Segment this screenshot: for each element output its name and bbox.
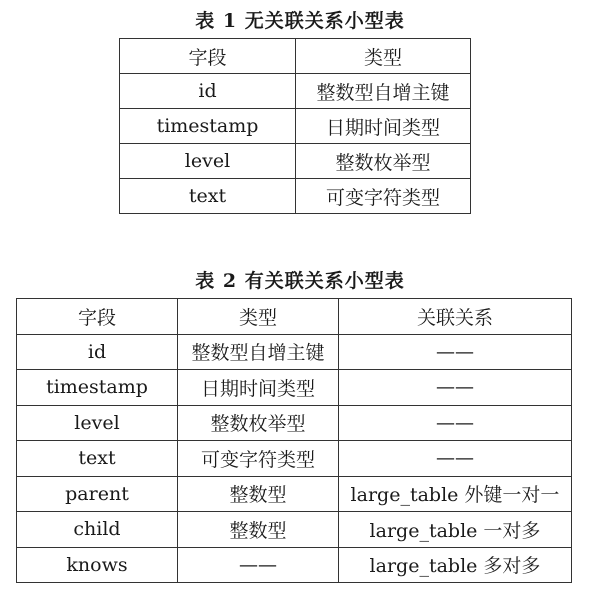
- header-cell-relation: 关联关系: [339, 299, 572, 335]
- cell-type: 整数型: [178, 476, 339, 512]
- cell-field: child: [17, 512, 178, 548]
- table-row: [120, 144, 471, 179]
- table-row: [17, 512, 572, 548]
- cell-type: 整数型: [178, 512, 339, 548]
- header-cell-field: 字段: [17, 299, 178, 335]
- table-row: [17, 547, 572, 583]
- cell-relation: large_table 一对多: [339, 512, 572, 548]
- table-1-caption: 表 1 无关联关系小型表: [195, 10, 405, 32]
- cell-field: text: [17, 441, 178, 477]
- table-header-row: [120, 39, 471, 74]
- cell-type: 可变字符类型: [296, 179, 471, 214]
- cell-relation: ——: [339, 405, 572, 441]
- cell-type: 整数型自增主键: [178, 334, 339, 370]
- cell-type: 整数枚举型: [296, 144, 471, 179]
- cell-type: 日期时间类型: [296, 109, 471, 144]
- table-row: [17, 370, 572, 406]
- table-1: [119, 38, 471, 214]
- table-row: [120, 74, 471, 109]
- header-cell-field: 字段: [120, 39, 296, 74]
- cell-field: knows: [17, 547, 178, 583]
- table-2: [16, 298, 572, 583]
- table-row: [17, 405, 572, 441]
- cell-type: 日期时间类型: [178, 370, 339, 406]
- table-header-row: [17, 299, 572, 335]
- cell-field: id: [120, 74, 296, 109]
- cell-relation: ——: [339, 334, 572, 370]
- cell-type: 整数枚举型: [178, 405, 339, 441]
- table-row: [17, 441, 572, 477]
- cell-field: text: [120, 179, 296, 214]
- table-row: [120, 109, 471, 144]
- cell-relation: ——: [339, 370, 572, 406]
- cell-relation: large_table 多对多: [339, 547, 572, 583]
- cell-type: ——: [178, 547, 339, 583]
- cell-type: 整数型自增主键: [296, 74, 471, 109]
- header-cell-type: 类型: [296, 39, 471, 74]
- table-row: [17, 476, 572, 512]
- cell-field: level: [120, 144, 296, 179]
- table-row: [120, 179, 471, 214]
- cell-relation: ——: [339, 441, 572, 477]
- cell-field: parent: [17, 476, 178, 512]
- header-cell-type: 类型: [178, 299, 339, 335]
- cell-type: 可变字符类型: [178, 441, 339, 477]
- table-row: [17, 334, 572, 370]
- cell-field: timestamp: [120, 109, 296, 144]
- cell-field: id: [17, 334, 178, 370]
- cell-relation: large_table 外键一对一: [339, 476, 572, 512]
- table-2-caption: 表 2 有关联关系小型表: [195, 270, 405, 292]
- cell-field: level: [17, 405, 178, 441]
- cell-field: timestamp: [17, 370, 178, 406]
